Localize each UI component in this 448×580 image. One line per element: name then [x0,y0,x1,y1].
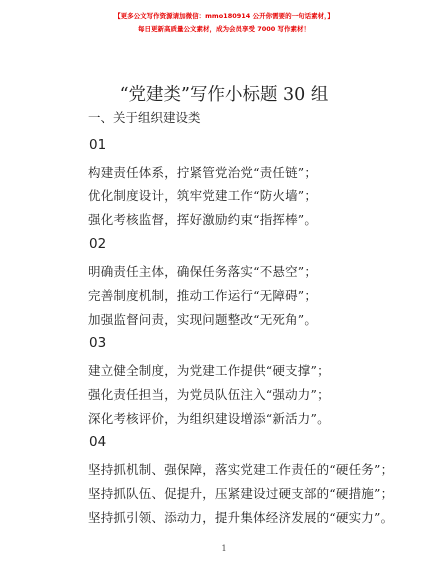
subtitle-line: 明确责任主体，确保任务落实“不悬空”； [88,264,318,279]
subtitle-line: 深化考核评价，为组织建设增添“新活力”。 [88,411,330,426]
page-number: 1 [221,544,227,553]
group-number: 01 [89,137,107,153]
document-title: “党建类”写作小标题 30 组 [119,85,329,105]
group-number: 02 [89,236,107,252]
promo-banner-line-1: 【更多公文写作资源请加微信：mmo180914 公开你需要的一句话素材，】 [114,12,334,20]
subtitle-line: 强化责任担当，为党员队伍注入“强动力”； [88,387,330,402]
group-number: 03 [89,335,107,351]
subtitle-line: 构建责任体系，拧紧管党治党“责任链”； [88,165,318,180]
subtitle-line: 坚持抓引领、添动力，提升集体经济发展的“硬实力”。 [88,510,394,525]
promo-banner-line-2: 每日更新高质量公文素材，成为会员享受 7000 写作素材！ [137,25,311,33]
subtitle-line: 坚持抓队伍、促提升，压紧建设过硬支部的“硬措施”； [88,486,394,501]
subtitle-line: 强化考核监督，挥好激励约束“指挥棒”。 [88,212,318,227]
subtitle-line: 建立健全制度，为党建工作提供“硬支撑”； [88,363,330,378]
group-number: 04 [89,434,107,450]
subtitle-line: 优化制度设计，筑牢党建工作“防火墙”； [88,188,318,203]
subtitle-line: 坚持抓机制、强保障，落实党建工作责任的“硬任务”； [88,462,394,477]
section-heading: 一、关于组织建设类 [88,110,201,125]
subtitle-line: 完善制度机制，推动工作运行“无障碍”； [88,288,318,303]
subtitle-line: 加强监督问责，实现问题整改“无死角”。 [88,312,318,327]
